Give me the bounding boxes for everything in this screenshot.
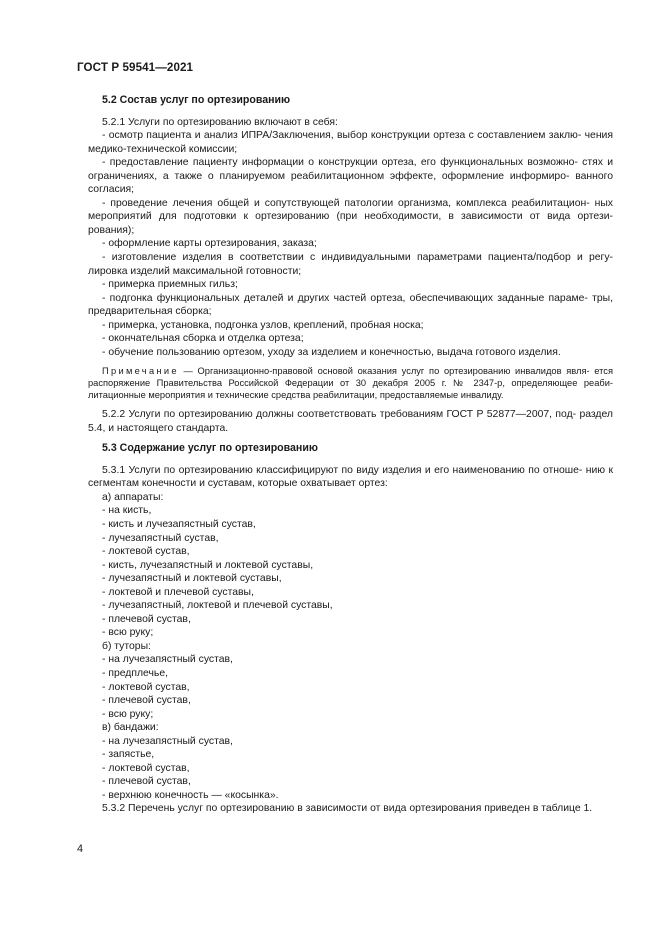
- list-item: - обучение пользованию ортезом, уходу за изделием и конечностью, выдача готового изделия.: [102, 346, 561, 358]
- group-a-title: а) аппараты:: [102, 491, 164, 503]
- list-item: - примерка приемных гильз;: [102, 279, 238, 291]
- paragraph-5-2-1-intro: 5.2.1 Услуги по ортезированию включают в себя:: [102, 116, 338, 128]
- note-label: Примечание: [102, 366, 179, 377]
- paragraph-5-2-2: 5.2.2 Услуги по ортезированию должны соответствовать требованиям ГОСТ Р 52877—2007, под- раздел 5.4, и настоящего стандарта.: [88, 409, 613, 434]
- document-code-header: ГОСТ Р 59541—2021: [77, 61, 194, 74]
- section-5-3-heading: 5.3 Содержание услуг по ортезированию: [102, 442, 318, 455]
- note-paragraph: [88, 366, 613, 401]
- section-5-2-heading: 5.2 Состав услуг по ортезированию: [102, 94, 291, 106]
- list-item: - плечевой сустав,: [102, 613, 191, 625]
- list-item: - предплечье,: [102, 668, 168, 680]
- list-item: - подгонка функциональных деталей и других частей ортеза, обеспечивающих заданные параме- тры, предварительная сборка;: [88, 292, 613, 318]
- list-item: - окончательная сборка и отделка ортеза;: [102, 333, 304, 345]
- list-item: - плечевой сустав,: [102, 695, 191, 707]
- list-item: - локтевой сустав,: [102, 681, 190, 693]
- list-item: - верхнюю конечность — «косынка».: [102, 789, 279, 801]
- list-item: - предоставление пациенту информации о конструкции ортеза, его функциональных возможно- стях и ограничениях, а также о планируемом реабилитационном эффекте, оформление информиро- ванного согласия;: [88, 157, 613, 196]
- paragraph-5-3-2: 5.3.2 Перечень услуг по ортезированию в зависимости от вида ортезирования приведен в таблице 1.: [102, 803, 593, 815]
- list-item: - на лучезапястный сустав,: [102, 654, 233, 666]
- list-item: - локтевой сустав,: [102, 762, 190, 774]
- note-text: — Организационно-правовой основой оказания услуг по ортезированию инвалидов явля- ется распоряжение Правительства Российской Федерации от 30 декабря 2005 г. № 2347-р, определяющее реаби- литационные мероприятия и технические средства реабилитации, предоставляемые инвалиду.: [88, 366, 613, 400]
- list-item: - локтевой сустав,: [102, 546, 190, 558]
- list-item: - на кисть,: [102, 505, 152, 517]
- list-item: - кисть и лучезапястный сустав,: [102, 519, 256, 530]
- list-item: - на лучезапястный сустав,: [102, 735, 233, 747]
- list-item: - всю руку;: [102, 708, 154, 720]
- list-item: - изготовление изделия в соответствии с индивидуальными параметрами пациента/подбор и регу- лировка изделий максимальной готовности;: [88, 252, 613, 277]
- list-item: - лучезапястный, локтевой и плечевой суставы,: [102, 600, 333, 612]
- group-c-title: в) бандажи:: [102, 722, 159, 734]
- list-item: - запястье,: [102, 749, 155, 761]
- group-b-title: б) туторы:: [102, 640, 151, 652]
- page-number: 4: [77, 843, 84, 855]
- list-item: - локтевой и плечевой суставы,: [102, 586, 254, 598]
- list-item: - плечевой сустав,: [102, 776, 191, 788]
- list-item: - кисть, лучезапястный и локтевой суставы,: [102, 559, 314, 571]
- page-content: [88, 94, 613, 816]
- list-item: - осмотр пациента и анализ ИПРА/Заключения, выбор конструкции ортеза с составлением заклю- чения медико-технической комиссии;: [88, 130, 613, 155]
- list-item: - всю руку;: [102, 627, 154, 639]
- list-item: - лучезапястный сустав,: [102, 532, 219, 544]
- paragraph-5-3-1-intro: 5.3.1 Услуги по ортезированию классифицируют по виду изделия и его наименованию по отноше- нию к сегментам конечности и суставам, которые охватывает ортез:: [88, 464, 613, 490]
- list-item: - лучезапястный и локтевой суставы,: [102, 573, 282, 585]
- list-item: - проведение лечения общей и сопутствующей патологии организма, комплекса реабилитацион- ных мероприятий для подготовки к ортезированию (при необходимости, в зависимости от вида ортези- рования);: [88, 197, 613, 236]
- list-item: - примерка, установка, подгонка узлов, креплений, пробная носка;: [102, 319, 424, 331]
- list-item: - оформление карты ортезирования, заказа;: [102, 238, 317, 250]
